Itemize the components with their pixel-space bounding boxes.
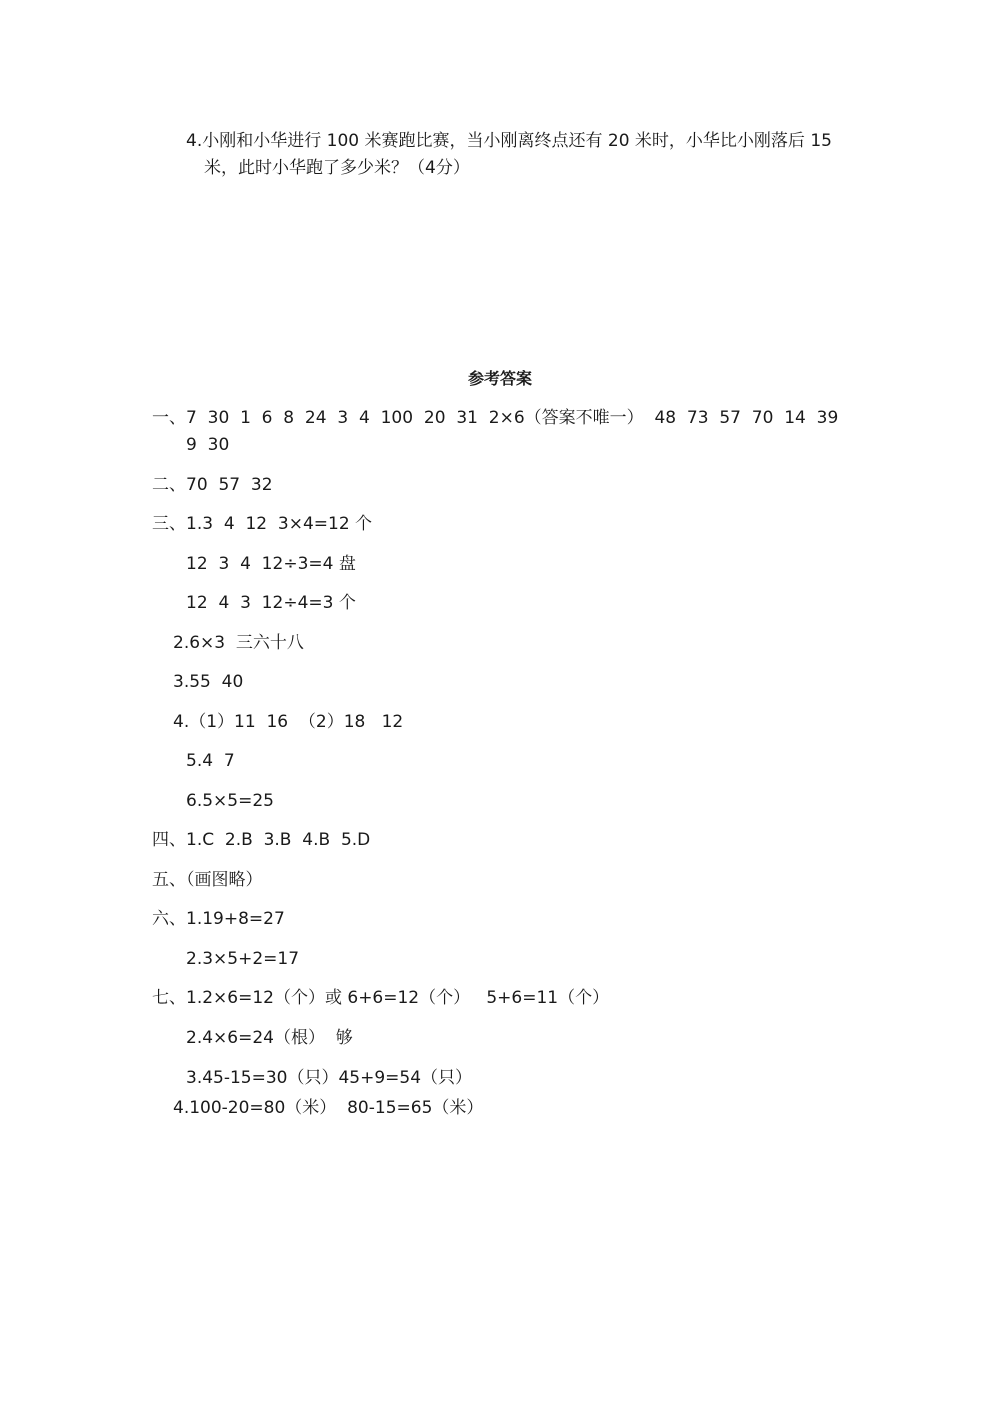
section-7-item-3: 3.45-15=30（只）45+9=54（只）: [186, 1068, 473, 1088]
section-6-item-1: 六、1.19+8=27: [152, 909, 285, 929]
section-3-item-6: 6.5×5=25: [186, 791, 274, 811]
section-1-line-2: 9 30: [186, 435, 230, 455]
section-3-item-4: 4.（1）11 16 （2）18 12: [173, 712, 404, 732]
section-7-item-2: 2.4×6=24（根） 够: [186, 1028, 353, 1048]
question-4-line-1: 4.小刚和小华进行 100 米赛跑比赛，当小刚离终点还有 20 米时，小华比小刚落后 15: [186, 131, 832, 151]
section-3-item-1: 三、1.3 4 12 3×4=12 个: [152, 514, 373, 534]
section-3-item-2: 2.6×3 三六十八: [173, 633, 304, 653]
section-4: 四、1.C 2.B 3.B 4.B 5.D: [152, 830, 371, 850]
section-3-item-1b: 12 3 4 12÷3=4 盘: [186, 554, 356, 574]
section-2: 二、70 57 32: [152, 475, 273, 495]
section-3-item-1c: 12 4 3 12÷4=3 个: [186, 593, 356, 613]
section-6-item-2: 2.3×5+2=17: [186, 949, 300, 969]
question-4-line-2: 米，此时小华跑了多少米？（4分）: [204, 158, 470, 178]
section-5: 五、（画图略）: [152, 870, 263, 890]
section-3-item-3: 3.55 40: [173, 672, 244, 692]
section-3-item-5: 5.4 7: [186, 751, 235, 771]
section-7-item-4: 4.100-20=80（米） 80-15=65（米）: [173, 1098, 484, 1118]
section-1-line-1: 一、7 30 1 6 8 24 3 4 100 20 31 2×6（答案不唯一） 48 73 57 70 14 39: [152, 408, 839, 428]
answer-key-title: 参考答案: [467, 369, 532, 388]
section-7-item-1: 七、1.2×6=12（个）或 6+6=12（个） 5+6=11（个）: [152, 988, 610, 1008]
